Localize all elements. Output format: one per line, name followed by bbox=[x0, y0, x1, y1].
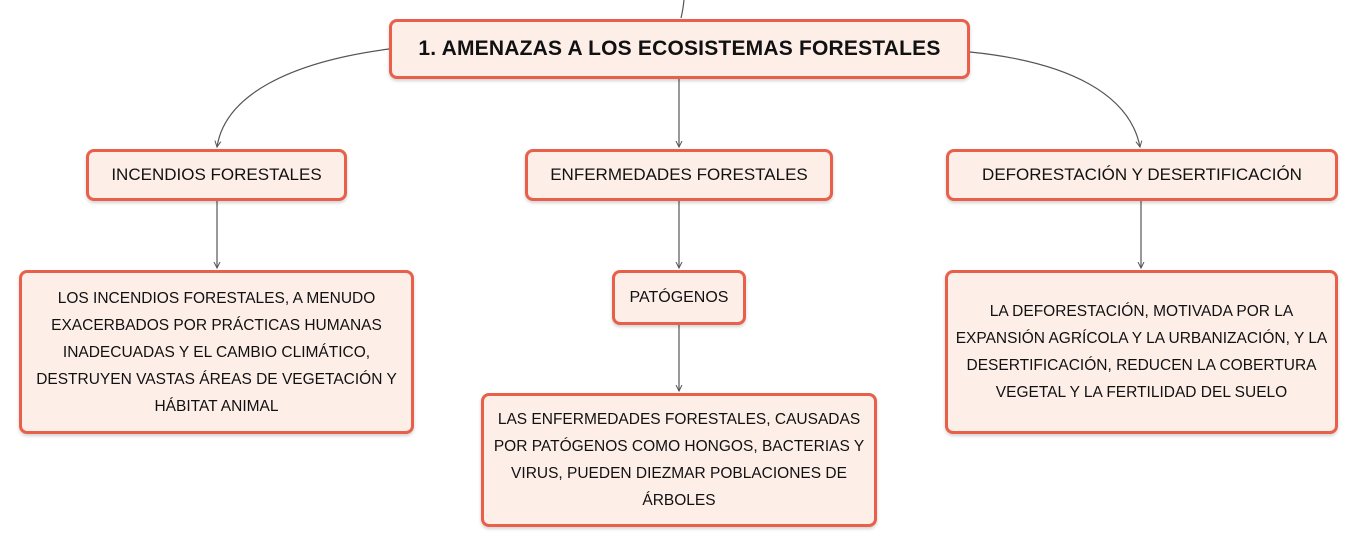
topic-deforestacion-desertificacion[interactable] bbox=[946, 149, 1338, 201]
root-topic-label: 1. AMENAZAS A LOS ECOSISTEMAS FORESTALES bbox=[418, 37, 941, 60]
topic-label: INCENDIOS FORESTALES bbox=[111, 165, 322, 184]
connector-root-to-incendios bbox=[217, 49, 389, 147]
topic-incendios-forestales[interactable] bbox=[86, 149, 347, 201]
description-text: LAS ENFERMEDADES FORESTALES, CAUSADAS POR PATÓGENOS COMO HONGOS, BACTERIAS Y VIRUS, PUEDEN DIEZMAR POBLACIONES DE ÁRBOLES bbox=[493, 411, 865, 509]
subtopic-label: PATÓGENOS bbox=[629, 288, 729, 306]
connector-parent-to-root bbox=[681, 0, 684, 18]
connector-root-to-deforestacion bbox=[970, 52, 1140, 147]
description-text: LA DEFORESTACIÓN, MOTIVADA POR LA EXPANSIÓN AGRÍCOLA Y LA URBANIZACIÓN, Y LA DESERTIFICACIÓN, REDUCEN LA COBERTURA VEGETAL Y LA FERTILIDAD DEL SUELO bbox=[955, 303, 1328, 401]
topic-enfermedades-forestales[interactable] bbox=[525, 149, 833, 201]
topic-label: ENFERMEDADES FORESTALES bbox=[550, 165, 808, 184]
description-text: LOS INCENDIOS FORESTALES, A MENUDO EXACERBADOS POR PRÁCTICAS HUMANAS INADECUADAS Y EL CAMBIO CLIMÁTICO, DESTRUYEN VASTAS ÁREAS DE VEGETACIÓN Y HÁBITAT ANIMAL bbox=[36, 289, 397, 415]
description-incendios[interactable] bbox=[19, 270, 414, 434]
description-enfermedades[interactable] bbox=[481, 393, 877, 527]
description-deforestacion[interactable] bbox=[945, 270, 1338, 434]
subtopic-patogenos[interactable] bbox=[612, 270, 746, 325]
root-topic-node[interactable] bbox=[389, 19, 970, 79]
topic-label: DEFORESTACIÓN Y DESERTIFICACIÓN bbox=[982, 165, 1302, 184]
